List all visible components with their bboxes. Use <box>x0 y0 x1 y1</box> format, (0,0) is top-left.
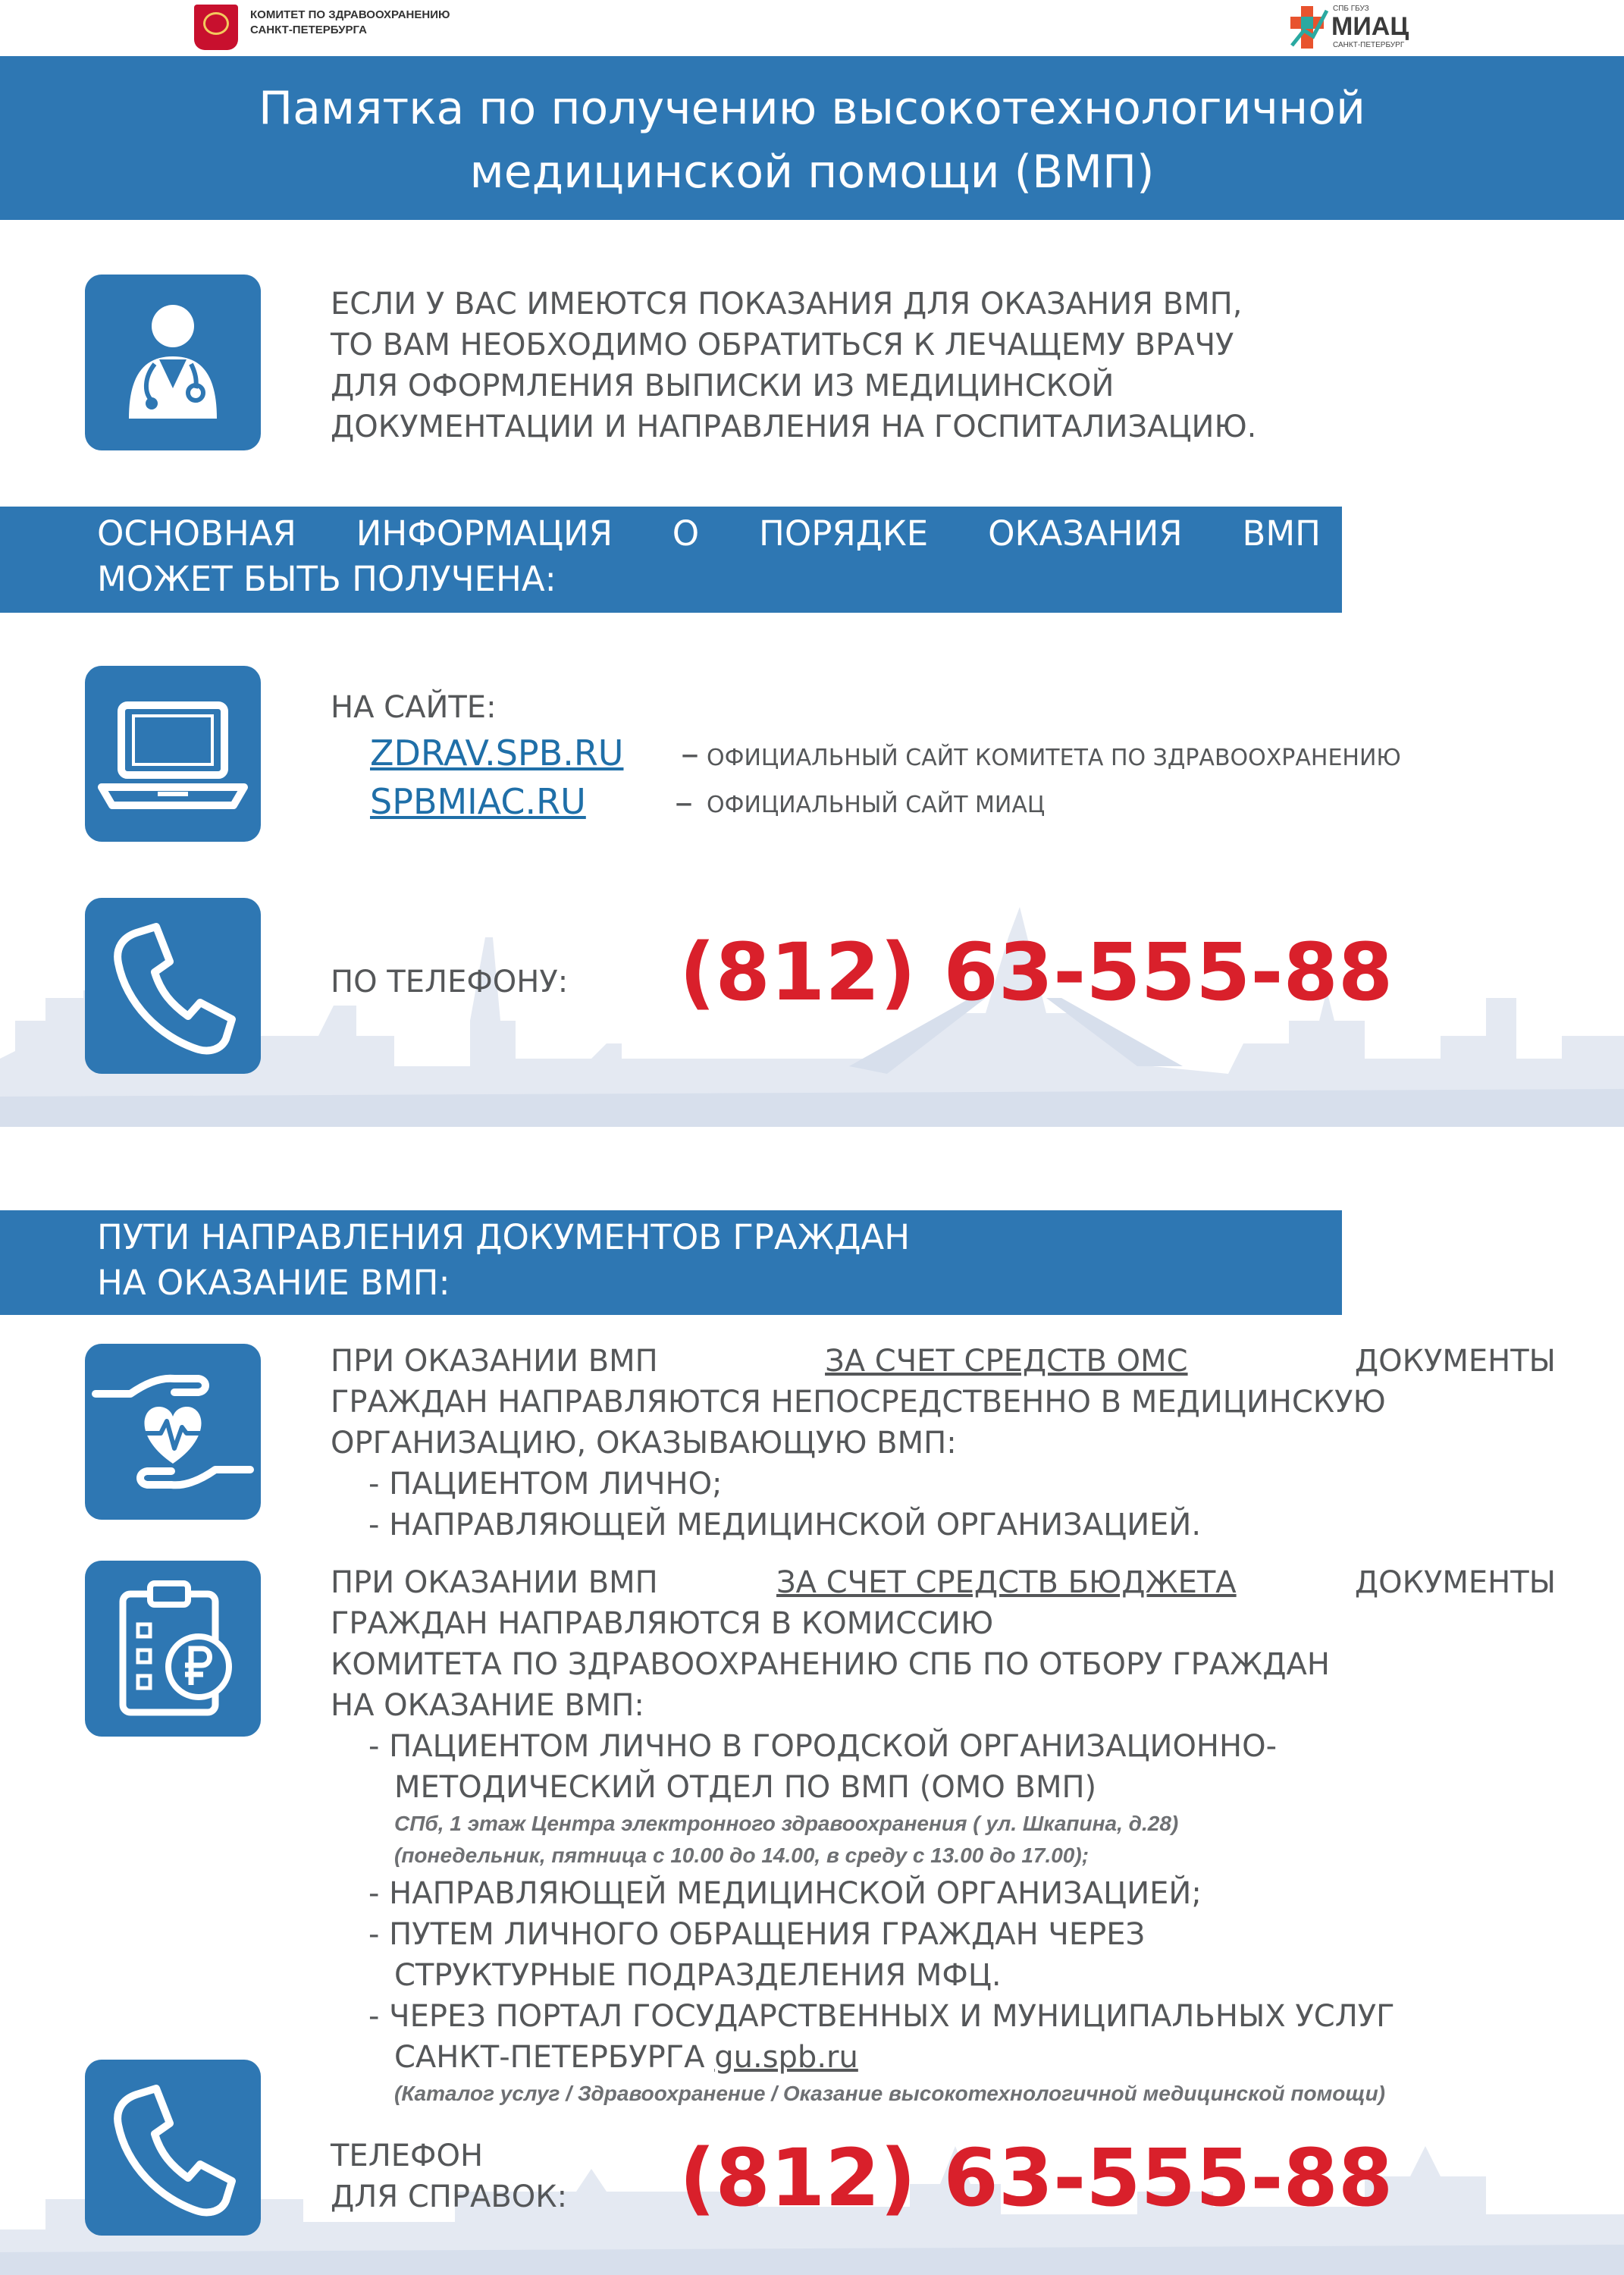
oms-line1-start: ПРИ ОКАЗАНИИ ВМП <box>331 1344 658 1379</box>
miac-small-text: СПБ ГБУЗ <box>1333 5 1369 13</box>
omo-hours-note: (понедельник, пятница с 10.00 до 14.00, в среду с 13.00 до 17.00); <box>394 1844 1089 1867</box>
omo-address-note: СПб, 1 этаж Центра электронного здравоохранения ( ул. Шкапина, д.28) <box>394 1812 1179 1835</box>
laptop-tile <box>85 666 261 842</box>
oms-item1: - ПАЦИЕНТОМ ЛИЧНО; <box>368 1467 723 1502</box>
oms-line2: ГРАЖДАН НАПРАВЛЯЮТСЯ НЕПОСРЕДСТВЕННО В МЕДИЦИНСКУЮ <box>331 1385 1386 1420</box>
oms-line3: ОРГАНИЗАЦИЮ, ОКАЗЫВАЮЩУЮ ВМП: <box>331 1426 957 1461</box>
budget-item2: - НАПРАВЛЯЮЩЕЙ МЕДИЦИНСКОЙ ОРГАНИЗАЦИЕЙ; <box>368 1876 1202 1911</box>
budget-line3: КОМИТЕТА ПО ЗДРАВООХРАНЕНИЮ СПБ ПО ОТБОРУ ГРАЖДАН <box>331 1647 1330 1682</box>
phone-label: ПО ТЕЛЕФОНУ: <box>331 965 569 999</box>
committee-line2: САНКТ-ПЕТЕРБУРГА <box>250 24 367 36</box>
phone-tile <box>85 898 261 1074</box>
budget-funding-source: ЗА СЧЕТ СРЕДСТВ БЮДЖЕТА <box>776 1565 1237 1600</box>
budget-line4: НА ОКАЗАНИЕ ВМП: <box>331 1688 644 1723</box>
info-band-line2: МОЖЕТ БЫТЬ ПОЛУЧЕНА: <box>97 559 556 599</box>
phone-ref-number[interactable]: (812) 63-555-88 <box>679 2132 1394 2224</box>
budget-item1-line2: МЕТОДИЧЕСКИЙ ОТДЕЛ ПО ВМП (ОМО ВМП) <box>394 1770 1097 1805</box>
budget-item4-text: САНКТ-ПЕТЕРБУРГА <box>394 2040 705 2075</box>
phone-ref-line1: ТЕЛЕФОН <box>331 2138 484 2173</box>
oms-line1 <box>331 1341 1556 1382</box>
info-band-line1: ОСНОВНАЯ ИНФОРМАЦИЯ О ПОРЯДКЕ ОКАЗАНИЯ ВМП <box>97 513 1321 554</box>
site2-description: ОФИЦИАЛЬНЫЙ САЙТ МИАЦ <box>707 792 1046 818</box>
heart-hands-tile <box>85 1344 261 1520</box>
zdrav-spb-link[interactable]: ZDRAV.SPB.RU <box>370 733 624 774</box>
budget-line2: ГРАЖДАН НАПРАВЛЯЮТСЯ В КОМИССИЮ <box>331 1606 994 1641</box>
doctor-tile <box>85 275 261 450</box>
phone-icon <box>85 898 261 1074</box>
paths-band-line2: НА ОКАЗАНИЕ ВМП: <box>97 1263 450 1303</box>
doctor-icon <box>85 275 261 450</box>
budget-item4-line1: - ЧЕРЕЗ ПОРТАЛ ГОСУДАРСТВЕННЫХ И МУНИЦИПАЛЬНЫХ УСЛУГ <box>368 1999 1395 2034</box>
oms-item2: - НАПРАВЛЯЮЩЕЙ МЕДИЦИНСКОЙ ОРГАНИЗАЦИЕЙ. <box>368 1508 1202 1542</box>
page-title-line1: Памятка по получению высокотехнологичной <box>259 82 1365 135</box>
spbmiac-link[interactable]: SPBMIAC.RU <box>370 781 586 822</box>
phone-number[interactable]: (812) 63-555-88 <box>679 926 1394 1018</box>
budget-item3-line2: СТРУКТУРНЫЕ ПОДРАЗДЕЛЕНИЯ МФЦ. <box>394 1958 1002 1993</box>
clipboard-tile <box>85 1561 261 1737</box>
clipboard-ruble-icon <box>85 1561 261 1737</box>
budget-line1 <box>331 1562 1556 1603</box>
heart-hands-icon <box>85 1344 261 1520</box>
budget-item1-line1: - ПАЦИЕНТОМ ЛИЧНО В ГОРОДСКОЙ ОРГАНИЗАЦИОННО- <box>368 1729 1278 1764</box>
miac-city-text: САНКТ-ПЕТЕРБУРГ <box>1333 41 1405 49</box>
phone-icon <box>85 2060 261 2236</box>
page-title-line2: медицинской помощи (ВМП) <box>469 146 1155 199</box>
site1-description: ОФИЦИАЛЬНЫЙ САЙТ КОМИТЕТА ПО ЗДРАВООХРАНЕНИЮ <box>707 745 1401 771</box>
laptop-icon <box>85 666 261 842</box>
oms-funding-source: ЗА СЧЕТ СРЕДСТВ ОМС <box>825 1344 1188 1379</box>
phone-ref-line2: ДЛЯ СПРАВОК: <box>331 2179 568 2214</box>
committee-logo-text <box>250 8 450 38</box>
budget-item4-line2 <box>394 2037 858 2078</box>
intro-line3: ДЛЯ ОФОРМЛЕНИЯ ВЫПИСКИ ИЗ МЕДИЦИНСКОЙ <box>331 369 1115 403</box>
gu-spb-link[interactable]: gu.spb.ru <box>714 2040 858 2075</box>
budget-line1-end: ДОКУМЕНТЫ <box>1354 1565 1556 1600</box>
intro-line2: ТО ВАМ НЕОБХОДИМО ОБРАТИТЬСЯ К ЛЕЧАЩЕМУ ВРАЧУ <box>331 328 1234 362</box>
websites-label: НА САЙТЕ: <box>331 690 497 725</box>
budget-item3-line1: - ПУТЕМ ЛИЧНОГО ОБРАЩЕНИЯ ГРАЖДАН ЧЕРЕЗ <box>368 1917 1146 1952</box>
coat-of-arms-emblem <box>203 12 229 35</box>
site1-dash: – <box>681 733 699 775</box>
phone-tile-reference <box>85 2060 261 2236</box>
budget-line1-start: ПРИ ОКАЗАНИИ ВМП <box>331 1565 658 1600</box>
miac-name-text: МИАЦ <box>1331 12 1409 41</box>
intro-line1: ЕСЛИ У ВАС ИМЕЮТСЯ ПОКАЗАНИЯ ДЛЯ ОКАЗАНИЯ ВМП, <box>331 287 1243 322</box>
committee-line1: КОМИТЕТ ПО ЗДРАВООХРАНЕНИЮ <box>250 8 450 21</box>
intro-line4: ДОКУМЕНТАЦИИ И НАПРАВЛЕНИЯ НА ГОСПИТАЛИЗАЦИЮ. <box>331 410 1257 444</box>
site2-dash: – <box>675 781 693 824</box>
oms-line1-end: ДОКУМЕНТЫ <box>1354 1344 1556 1379</box>
paths-band-line1: ПУТИ НАПРАВЛЕНИЯ ДОКУМЕНТОВ ГРАЖДАН <box>97 1217 911 1257</box>
portal-catalog-note: (Каталог услуг / Здравоохранение / Оказание высокотехнологичной медицинской помощи) <box>394 2082 1386 2105</box>
miac-logo <box>1284 0 1428 55</box>
